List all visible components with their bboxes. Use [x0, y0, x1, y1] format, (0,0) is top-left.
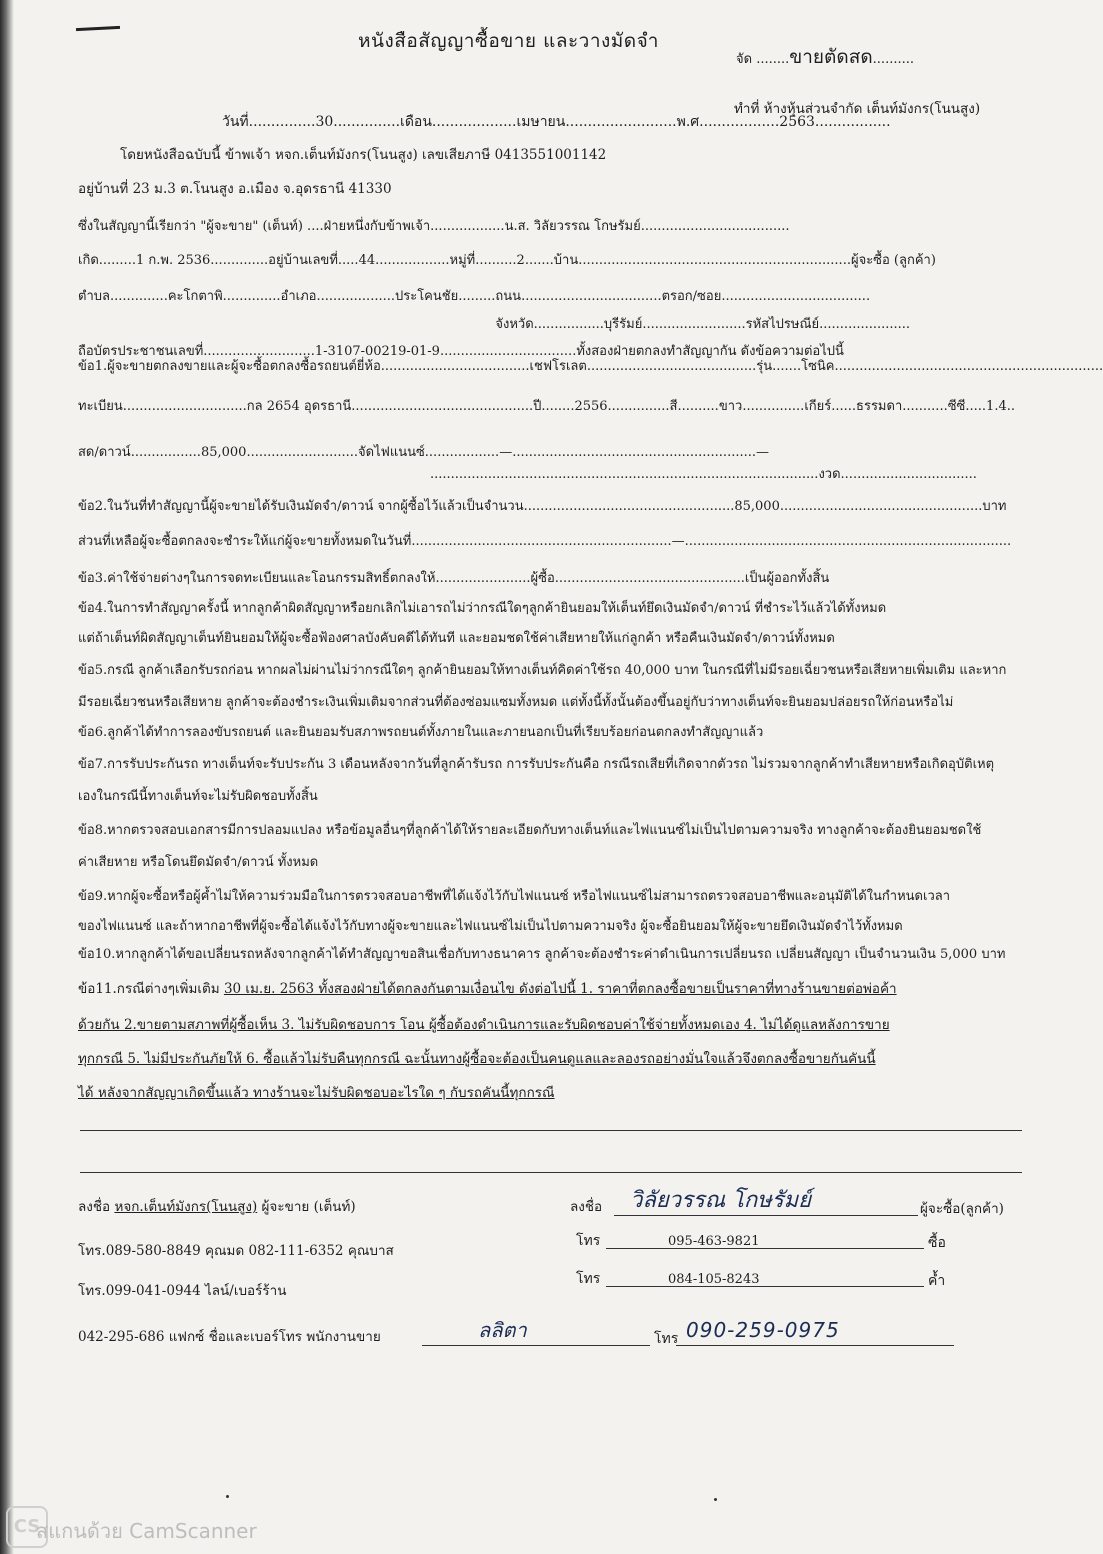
date-row: วันที่...............30...............เดือน...................เมษายน.........................พ.ศ..................2563.................	[222, 114, 891, 130]
date-month: เมษายน	[516, 114, 566, 130]
house-label: อยู่บ้านเลขที่	[268, 253, 338, 268]
buyer-signature-line	[614, 1215, 918, 1216]
clause-7-a: ข้อ7.การรับประกันรถ ทางเต็นท์จะรับประกัน 3 เดือนหลังจากวันที่ลูกค้ารับรถ การรับประกันคือ กรณีรถเสียที่เกิดจากตัวรถ ไม่รวมจากลูกค้าทำเสียหายหรือเกิดอุบัติเหตุ	[78, 757, 995, 772]
deposit-amount: 85,000	[734, 499, 780, 514]
buyer-tel-line	[606, 1248, 924, 1249]
shop-phone-2: โทร.099-041-0944 ไลน์/เบอร์ร้าน	[78, 1283, 287, 1299]
alley-label: ตรอก/ซอย	[661, 289, 722, 304]
vehicle-brand: เชฟโรเลต	[529, 359, 587, 374]
plate-label: ทะเบียน	[78, 399, 123, 414]
clause-11-text-c: ทุกกรณี 5. ไม่มีประกันภัยให้ 6. ซื้อแล้วไม่รับคืนทุกกรณี ฉะนั้นทางผู้ซื้อจะต้องเป็นคนดูแลและลองรถอย่างมั่นใจแล้วจึงตกลงซื้อขายกันคันนี้	[78, 1051, 876, 1067]
buyer-intro: ซึ่งในสัญญานี้เรียกว่า "ผู้จะขาย" (เต็นท์) ....ฝ่ายหนึ่งกับข้าพเจ้า	[78, 219, 431, 234]
moo-value: 2	[516, 253, 525, 268]
year-label: พ.ศ.	[676, 114, 704, 130]
vehicle-cc: 1.4	[986, 399, 1007, 414]
buyer-name: น.ส. วิลัยวรรณ โกษรัมย์	[504, 219, 641, 234]
id-label: ถือบัตรประชาชนเลขที่	[78, 344, 204, 359]
vehicle-year-label: ปี	[533, 399, 542, 414]
fee-payer: ผู้ซื้อ	[530, 571, 555, 586]
id-row: ถือบัตรประชาชนเลขที่...........................1-3107-00219-01-9.................................ทั้งสองฝ่ายตกลงทำสัญญากัน ดังข้อความต่อไปนี้	[78, 344, 844, 359]
installment-dash: —	[756, 445, 769, 460]
buyer-province-row: จังหวัด.................บุรีรัมย์.........................รหัสไปรษณีย์......................	[495, 317, 911, 332]
blank-line-2	[80, 1172, 1022, 1173]
guarantor-tel: 084-105-8243	[668, 1272, 760, 1287]
pen-mark	[76, 26, 120, 31]
district-label: อำเภอ	[280, 289, 317, 304]
camscanner-logo: CS	[6, 1506, 48, 1548]
guarantor-tel-role: ค้ำ	[928, 1273, 946, 1289]
scan-edge-shadow	[0, 0, 14, 1554]
clause-8-b: ค่าเสียหาย หรือโดนยึดมัดจำ/ดาวน์ ทั้งหมด	[78, 855, 319, 870]
date-day: 30	[315, 114, 334, 130]
installment-row: ..............................................................................................งวด.................................	[430, 467, 977, 482]
clause-2-text-b: ส่วนที่เหลือผู้จะซื้อตกลงจะชำระให้แก่ผู้จะขายทั้งหมดในวันที่	[78, 534, 412, 549]
seller-address: อยู่บ้านที่ 23 ม.3 ต.โนนสูง อ.เมือง จ.อุดรธานี 41330	[78, 181, 392, 197]
district-value: ประโคนชัย	[394, 289, 459, 304]
sales-tel: 090-259-0975	[686, 1318, 840, 1342]
speck	[714, 1498, 717, 1501]
finance-label: จัดไฟแนนซ์	[358, 445, 425, 460]
clause-11-text-d: ได้ หลังจากสัญญาเกิดขึ้นแล้ว ทางร้านจะไม่รับผิดชอบอะไรใด ๆ กับรถคันนี้ทุกกรณี	[78, 1085, 555, 1101]
clause-9-b: ของไฟแนนซ์ และถ้าหากอาชีพที่ผู้จะซื้อได้แจ้งไว้กับทางผู้จะขายและไฟแนนซ์ไม่เป็นไปตามความจริง ผู้จะซื้อยินยอมให้ผู้จะขายยึดเงินมัดจำไว้ทั้งหมด	[78, 919, 903, 934]
buyer-sign-role: ผู้จะซื้อ(ลูกค้า)	[920, 1201, 1004, 1217]
buyer-birth-row: เกิด.........1 ก.พ. 2536..............อยู่บ้านเลขที่.....44..................หมู่ที่..........2.......บ้าน..................................................................ผู้จะซื้อ (ลูกค้า)	[78, 253, 936, 268]
clause-11-prefix: ข้อ11.กรณีต่างๆเพิ่มเติม	[78, 981, 220, 997]
vehicle-color: ขาว	[718, 399, 743, 414]
clause-7-b: เองในกรณีนี้ทางเต็นท์จะไม่รับผิดชอบทั้งสิ้น	[78, 789, 318, 804]
clause-11-text-a: 30 เม.ย. 2563 ทั้งสองฝ่ายได้ตกลงกันตามเงื่อนไข ดังต่อไปนี้ 1. ราคาที่ตกลงซื้อขายเป็นราคาที่ทางร้านขายต่อพ่อค้า	[223, 981, 897, 997]
vehicle-gear: ธรรมดา	[856, 399, 903, 414]
agree-text: ทั้งสองฝ่ายตกลงทำสัญญากัน ดังข้อความต่อไปนี้	[576, 344, 844, 359]
sales-name: ลลิตา	[478, 1318, 527, 1342]
clause-3-row: ข้อ3.ค่าใช้จ่ายต่างๆในการจดทะเบียนและโอนกรรมสิทธิ์ตกลงให้.......................ผู้ซื้อ..............................................เป็นผู้ออกทั้งสิ้น	[78, 571, 830, 586]
month-label: เดือน	[400, 114, 432, 130]
buyer-sign-label: ลงชื่อ	[570, 1199, 603, 1215]
subdistrict-label: ตำบล	[78, 289, 110, 304]
clause-5-a: ข้อ5.กรณี ลูกค้าเลือกรับรถก่อน หากผลไม่ผ่านไม่ว่ากรณีใดๆ ลูกค้ายินยอมให้ทางเต็นท์คิดค่าใช้รถ 40,000 บาท ในกรณีที่ไม่มีรอยเฉี่ยวชนหรือเสียหายเพิ่มเติม และหาก	[78, 663, 1007, 678]
clause-1-row: ข้อ1.ผู้จะขายตกลงขายและผู้จะซื้อตกลงซื้อรถยนต์ยี่ห้อ....................................เชฟโรเลต.........................................รุ่น.......โซนิค.................................................................	[78, 359, 1103, 374]
village-label: บ้าน	[553, 253, 579, 268]
id-number: 1-3107-00219-01-9	[314, 344, 440, 359]
made-at-row: จัด ........ขายตัดสด..........	[736, 46, 914, 68]
deposit-unit: บาท	[982, 499, 1007, 514]
moo-label: หมู่ที่	[449, 253, 476, 268]
clause-8-a: ข้อ8.หากตรวจสอบเอกสารมีการปลอมแปลง หรือข้อมูลอื่นๆที่ลูกค้าได้ให้รายละเอียดกับทางเต็นท์และไฟแนนซ์ไม่เป็นไปตามความจริง ทางลูกค้าจะต้องยินยอมชดใช้	[78, 823, 982, 838]
clause-1-text: ข้อ1.ผู้จะขายตกลงขายและผู้จะซื้อตกลงซื้อรถยนต์ยี่ห้อ	[78, 359, 381, 374]
vehicle-model: โซนิค	[801, 359, 835, 374]
clause-10: ข้อ10.หากลูกค้าได้ขอเปลี่ยนรถหลังจากลูกค้าได้ทำสัญญาขอสินเชื่อกับทางธนาคาร ลูกค้าจะต้องชำระค่าดำเนินการเปลี่ยนรถ เปลี่ยนสัญญา เป็นจำนวนเงิน 5,000 บาท	[78, 947, 1006, 962]
clause-3-text-a: ข้อ3.ค่าใช้จ่ายต่างๆในการจดทะเบียนและโอนกรรมสิทธิ์ตกลงให้	[78, 571, 436, 586]
guarantor-tel-label: โทร	[576, 1271, 601, 1287]
date-year: 2563	[779, 114, 815, 130]
shop-fax-sales: 042-295-686 แฟกซ์ ชื่อและเบอร์โทร พนักงานขาย	[78, 1329, 381, 1345]
speck	[226, 1495, 229, 1498]
place: ทำที่ ห้างหุ้นส่วนจำกัด เต็นท์มังกร(โนนสูง)	[734, 101, 981, 117]
clause-11-row-a	[78, 980, 897, 998]
seller-line: โดยหนังสือฉบับนี้ ข้าพเจ้า หจก.เต็นท์มังกร(โนนสูง) เลขเสียภาษี 0413551001142	[120, 147, 607, 163]
clause-2-text-a: ข้อ2.ในวันที่ทำสัญญานี้ผู้จะขายได้รับเงินมัดจำ/ดาวน์ จากผู้ซื้อไว้แล้วเป็นจำนวน	[78, 499, 524, 514]
document-title: หนังสือสัญญาซื้อขาย และวางมัดจำ	[358, 30, 659, 52]
born-value: 1 ก.พ. 2536	[135, 253, 211, 268]
house-no: 44	[358, 253, 376, 268]
vehicle-year: 2556	[574, 399, 608, 414]
remaining-date: —	[671, 534, 685, 549]
installment-label: งวด	[818, 467, 841, 482]
camscanner-watermark: สแกนด้วย CamScanner	[36, 1519, 257, 1543]
finance-value: —	[499, 445, 513, 460]
cc-label: ซีซี	[947, 399, 966, 414]
buyer-role-label: ผู้จะซื้อ (ลูกค้า)	[850, 253, 936, 268]
buyer-signature: วิลัยวรรณ โกษรัมย์	[630, 1188, 811, 1213]
buyer-intro-row: ซึ่งในสัญญานี้เรียกว่า "ผู้จะขาย" (เต็นท์) ....ฝ่ายหนึ่งกับข้าพเจ้า..................น.ส. วิลัยวรรณ โกษรัมย์....................................	[78, 219, 790, 234]
color-label: สี	[669, 399, 678, 414]
made-at-label: จัด	[736, 52, 753, 67]
vehicle-plate: กล 2654 อุดรธานี	[246, 399, 352, 414]
price-row: สด/ดาวน์.................85,000...........................จัดไฟแนนซ์..................—...........................................................—	[78, 445, 769, 460]
gear-label: เกียร์	[804, 399, 832, 414]
buyer-tel-role: ซื้อ	[928, 1235, 946, 1251]
province-value: บุรีรัมย์	[603, 317, 643, 332]
model-label: รุ่น	[756, 359, 773, 374]
buyer-tel: 095-463-9821	[668, 1234, 760, 1249]
buyer-address-row: ตำบล..............คะโกตาพิ..............อำเภอ...................ประโคนชัย.........ถนน..................................ตรอก/ซอย....................................	[78, 289, 871, 304]
cash-value: 85,000	[200, 445, 247, 460]
clause-2-row-a: ข้อ2.ในวันที่ทำสัญญานี้ผู้จะขายได้รับเงินมัดจำ/ดาวน์ จากผู้ซื้อไว้แล้วเป็นจำนวน...................................................85,000.................................................บาท	[78, 499, 1007, 514]
made-at-value: ขายตัดสด	[789, 46, 873, 68]
clause-5-b: มีรอยเฉี่ยวชนหรือเสียหาย ลูกค้าจะต้องชำระเงินเพิ่มเติมจากส่วนที่ต้องซ่อมแซมทั้งหมด แต่ทั้งนี้ทั้งนั้นต้องขึ้นอยู่กับว่าทางเต็นท์จะยินยอมปล่อยรถให้ก่อนหรือไม่	[78, 695, 954, 710]
clause-2-row-b: ส่วนที่เหลือผู้จะซื้อตกลงจะชำระให้แก่ผู้จะขายทั้งหมดในวันที่...............................................................—...............................................................................	[78, 534, 1012, 549]
sales-tel-line	[676, 1345, 954, 1346]
seller-sign-role: ผู้จะขาย (เต็นท์)	[261, 1199, 356, 1215]
sales-tel-label: โทร	[654, 1331, 679, 1347]
province-label: จังหวัด	[495, 317, 534, 332]
blank-line-1	[80, 1130, 1022, 1131]
clause-3-text-b: เป็นผู้ออกทั้งสิ้น	[744, 571, 830, 586]
seller-sign-name: หจก.เต็นท์มังกร(โนนสูง)	[114, 1199, 258, 1215]
clause-6: ข้อ6.ลูกค้าได้ทำการลองขับรถยนต์ และยินยอมรับสภาพรถยนต์ทั้งภายในและภายนอกเป็นที่เรียบร้อยก่อนตกลงทำสัญญาแล้ว	[78, 725, 764, 740]
road-label: ถนน	[495, 289, 522, 304]
seller-sign-label: ลงชื่อ	[78, 1199, 111, 1215]
clause-11-text-b: ด้วยกัน 2.ขายตามสภาพที่ผู้ซื้อเห็น 3. ไม่รับผิดชอบการ โอน ผู้ซื้อต้องดำเนินการและรับผิดชอบค่าใช้จ่ายทั้งหมดเอง 4. ไม่ได้ดูแลหลังการขาย	[78, 1017, 890, 1033]
clause-4-b: แต่ถ้าเต็นท์ผิดสัญญาเต็นท์ยินยอมให้ผู้จะซื้อฟ้องศาลบังคับคดีได้ทันที และยอมชดใช้ค่าเสียหายให้แก่ลูกค้า หรือคืนเงินมัดจำ/ดาวน์ทั้งหมด	[78, 631, 835, 646]
seller-sign-row	[78, 1198, 356, 1216]
clause-9-a: ข้อ9.หากผู้จะซื้อหรือผู้ค้ำไม่ให้ความร่วมมือในการตรวจสอบอาชีพที่ได้แจ้งไว้กับไฟแนนซ์ หรือไฟแนนซ์ไม่สามารถตรวจสอบอาชีพและอนุมัติได้ในกำหนดเวลา	[78, 889, 951, 904]
date-label: วันที่	[222, 114, 249, 130]
buyer-tel-label: โทร	[576, 1233, 601, 1249]
shop-phone-1: โทร.089-580-8849 คุณมด 082-111-6352 คุณบาส	[78, 1243, 394, 1259]
plate-row: ทะเบียน..............................กล 2654 อุดรธานี............................................ปี........2556...............สี..........ขาว...............เกียร์......ธรรมดา...........ซีซี.....1.4..	[78, 399, 1015, 414]
guarantor-tel-line	[606, 1286, 924, 1287]
sales-name-line	[422, 1345, 650, 1346]
born-label: เกิด	[78, 253, 99, 268]
subdistrict-value: คะโกตาพิ	[167, 289, 223, 304]
clause-4-a: ข้อ4.ในการทำสัญญาครั้งนี้ หากลูกค้าผิดสัญญาหรือยกเลิกไม่เอารถไม่ว่ากรณีใดๆลูกค้ายินยอมให้เต็นท์ยึดเงินมัดจำ/ดาวน์ ที่ชำระไว้แล้วได้ทั้งหมด	[78, 601, 887, 616]
cash-label: สด/ดาวน์	[78, 445, 131, 460]
postcode-label: รหัสไปรษณีย์	[745, 317, 820, 332]
